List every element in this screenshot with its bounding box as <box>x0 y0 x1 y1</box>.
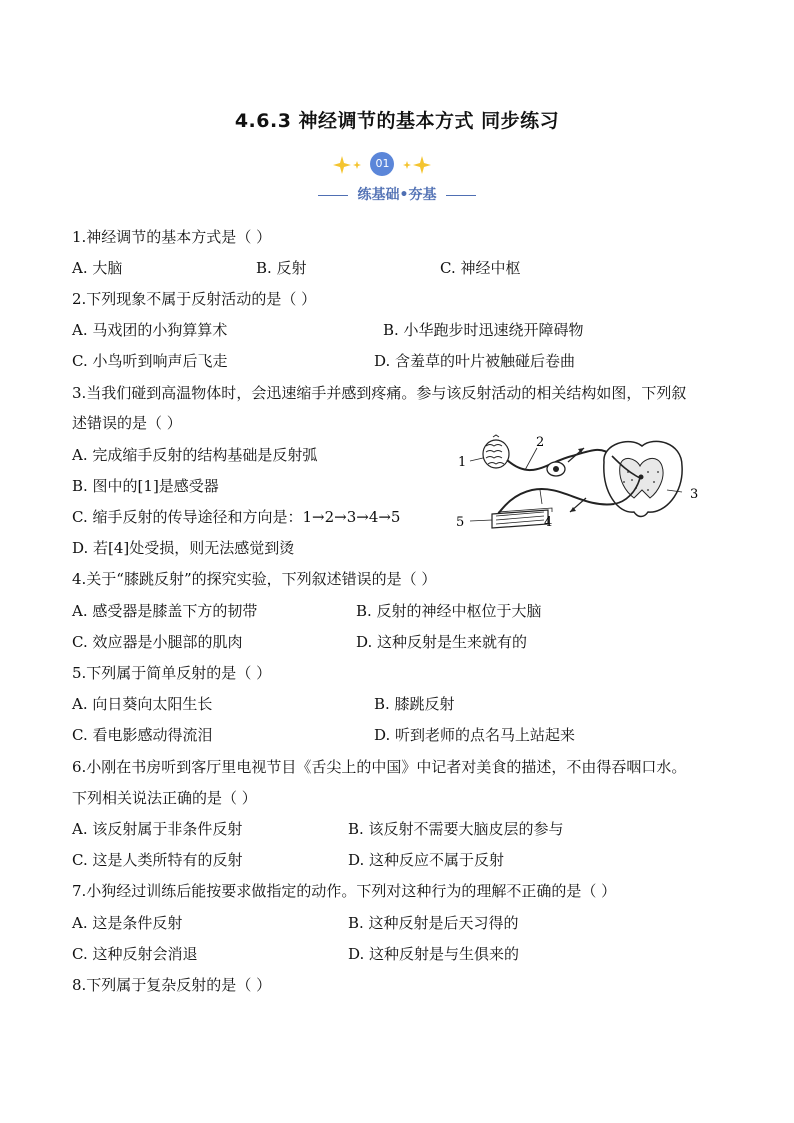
question-option[interactable]: B. 膝跳反射 <box>374 695 455 713</box>
question-stem: 2.下列现象不属于反射活动的是（ ） <box>72 290 317 308</box>
label-3: 3 <box>690 487 699 502</box>
section-heading <box>0 184 794 204</box>
label-4: 4 <box>544 515 553 530</box>
divider-right <box>446 195 476 196</box>
question-stem: 5.下列属于简单反射的是（ ） <box>72 664 272 682</box>
question-option[interactable]: D. 含羞草的叶片被触碰后卷曲 <box>374 352 576 370</box>
label-1: 1 <box>458 455 467 470</box>
divider-left <box>318 195 348 196</box>
question-option[interactable]: B. 这种反射是后天习得的 <box>348 914 519 932</box>
question-option[interactable]: A. 向日葵向太阳生长 <box>72 695 213 713</box>
question-stem: 3.当我们碰到高温物体时，会迅速缩手并感到疼痛。参与该反射活动的相关结构如图，下列叙 <box>72 384 687 402</box>
question-stem: 述错误的是（ ） <box>72 414 182 432</box>
section-label: 练基础•夯基 <box>357 187 437 203</box>
question-option[interactable]: B. 小华跑步时迅速绕开障碍物 <box>383 321 584 339</box>
question-option[interactable]: A. 感受器是膝盖下方的韧带 <box>72 602 258 620</box>
question-option[interactable]: A. 大脑 <box>72 259 123 277</box>
section-number: 01 <box>375 157 390 170</box>
question-option[interactable]: C. 小鸟听到响声后飞走 <box>72 352 228 370</box>
question-option[interactable]: B. 反射的神经中枢位于大脑 <box>356 602 542 620</box>
question-option[interactable]: C. 看电影感动得流泪 <box>72 726 213 744</box>
question-stem: 4.关于“膝跳反射”的探究实验，下列叙述错误的是（ ） <box>72 570 437 588</box>
question-option[interactable]: B. 图中的[1]是感受器 <box>72 477 219 495</box>
question-option[interactable]: A. 马戏团的小狗算算术 <box>72 321 228 339</box>
question-option[interactable]: C. 缩手反射的传导途径和方向是：1→2→3→4→5 <box>72 508 401 526</box>
label-2: 2 <box>536 435 545 450</box>
question-option[interactable]: C. 神经中枢 <box>440 259 521 277</box>
question-option[interactable]: A. 完成缩手反射的结构基础是反射弧 <box>72 446 318 464</box>
question-option[interactable]: C. 这是人类所特有的反射 <box>72 851 243 869</box>
question-stem: 8.下列属于复杂反射的是（ ） <box>72 976 272 994</box>
page-title: 4.6.3 神经调节的基本方式 同步练习 <box>234 110 560 132</box>
label-5: 5 <box>456 515 465 530</box>
question-option[interactable]: D. 听到老师的点名马上站起来 <box>374 726 576 744</box>
question-stem: 6.小刚在书房听到客厅里电视节目《舌尖上的中国》中记者对美食的描述，不由得吞咽口水。 <box>72 758 687 776</box>
skin-receptor-figure <box>483 435 509 468</box>
question-option[interactable]: D. 这种反射是生来就有的 <box>356 633 528 651</box>
question-stem: 下列相关说法正确的是（ ） <box>72 789 257 807</box>
question-option[interactable]: A. 该反射属于非条件反射 <box>72 820 243 838</box>
question-option[interactable]: D. 这种反射是与生俱来的 <box>348 945 520 963</box>
question-option[interactable]: C. 效应器是小腿部的肌肉 <box>72 633 243 651</box>
question-option[interactable]: B. 反射 <box>256 259 307 277</box>
section-badge <box>330 150 464 180</box>
question-stem: 7.小狗经过训练后能按要求做指定的动作。下列对这种行为的理解不正确的是（ ） <box>72 882 617 900</box>
question-stem: 1.神经调节的基本方式是（ ） <box>72 228 272 246</box>
reflex-arc-diagram <box>452 432 712 544</box>
question-option[interactable]: D. 这种反应不属于反射 <box>348 851 505 869</box>
spinal-cord-figure <box>604 441 682 516</box>
sparkle-icon <box>330 150 464 180</box>
question-option[interactable]: B. 该反射不需要大脑皮层的参与 <box>348 820 564 838</box>
question-option[interactable]: A. 这是条件反射 <box>72 914 183 932</box>
question-option[interactable]: C. 这种反射会消退 <box>72 945 198 963</box>
question-option[interactable]: D. 若[4]处受损，则无法感觉到烫 <box>72 539 295 557</box>
